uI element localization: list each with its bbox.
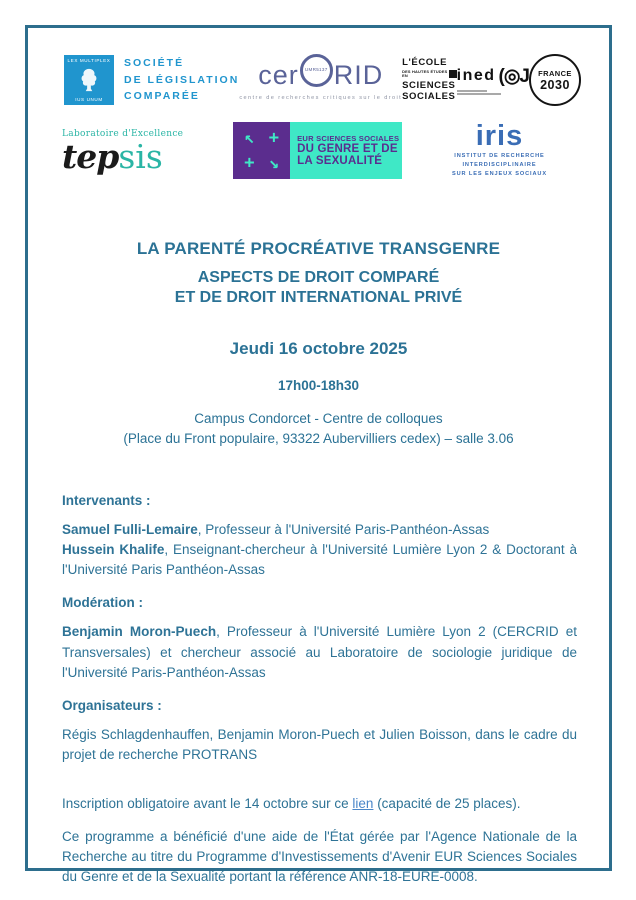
logo-row-top [28, 28, 609, 106]
iris-subtitle [452, 152, 547, 179]
ined-wordmark-row [457, 65, 529, 88]
tepsis-label: Laboratoire d'Excellence [62, 128, 184, 139]
registration-text-after: (capacité de 25 places). [373, 795, 521, 811]
speaker-name: Samuel Fulli-Lemaire [62, 521, 198, 537]
event-subtitle-line1: ASPECTS DE DROIT COMPARÉ [197, 269, 440, 286]
france-2030-logo [529, 54, 581, 106]
event-time: 17h00-18h30 [277, 378, 360, 393]
organizers-heading: Organisateurs : [62, 698, 162, 713]
eur-arrows-icon [233, 122, 290, 179]
cercrid-prefix: cer [258, 60, 299, 90]
eur-arrow-up-left: ↖ [244, 128, 255, 149]
eur-plus-bottom-left: + [244, 152, 255, 173]
moderator-item [62, 622, 577, 683]
speaker-name: Hussein Khalife [62, 541, 165, 557]
cercrid-logo [239, 59, 402, 101]
cercrid-subtitle: centre de recherches critiques sur le droit [239, 95, 403, 101]
tepsis-wordmark-teal: sis [118, 136, 163, 176]
logo-row-bottom [28, 106, 609, 179]
ehess-line3: SCIENCES [402, 79, 456, 91]
slc-badge-motto-bottom: IUS UNUM [75, 96, 103, 102]
slc-wordmark [124, 55, 239, 105]
iris-subtitle-line1: INSTITUT DE RECHERCHE [454, 152, 545, 159]
ehess-logo [402, 57, 457, 103]
tepsis-wordmark [62, 136, 183, 176]
ined-wordmark: ined [456, 67, 496, 85]
eur-arrow-down-right: ↘ [268, 152, 279, 173]
eur-line1: EUR SCIENCES SOCIALES [297, 134, 400, 143]
slc-name-line2: DE LÉGISLATION [124, 73, 240, 86]
speaker-role: , Enseignant-chercheur à l'Université Lumière Lyon 2 & Doctorant à l'Université Paris Panthéon-Assas [62, 541, 577, 577]
event-venue-line1: Campus Condorcet - Centre de colloques [194, 411, 443, 426]
cercrid-suffix: RID [333, 60, 384, 90]
iris-subtitle-line2: INTERDISCIPLINAIRE [462, 161, 537, 168]
event-subtitle [28, 268, 609, 308]
ehess-line1: L'ÉCOLE [402, 57, 448, 69]
organizers-text: Régis Schlagdenhauffen, Benjamin Moron-Puech et Julien Boisson, dans le cadre du projet de recherche PROTRANS [62, 727, 577, 763]
funding-note: Ce programme a bénéficié d'une aide de l'État gérée par l'Agence Nationale de la Recherche au titre du Programme d'Investissements d'Avenir EUR Sciences Sociales du Genre et de la Sexualité portant la référence ANR-18-EURE-0008. [62, 828, 577, 885]
iris-wordmark: iris [475, 119, 524, 152]
registration-note [62, 794, 577, 814]
eur-genre-sexualite-logo [233, 122, 402, 179]
cercrid-wordmark [258, 59, 383, 92]
cercrid-ring-umr: UMR5137 [300, 54, 333, 87]
ehess-line2-row [402, 70, 457, 79]
ehess-line2: DES HAUTES ÉTUDES EN [402, 68, 448, 79]
iris-logo [451, 119, 547, 179]
slc-badge-motto-top: LEX MULTIPLEX [67, 57, 111, 63]
moderator-name: Benjamin Moron-Puech [62, 624, 217, 640]
event-date: Jeudi 16 octobre 2025 [229, 339, 408, 358]
ined-smallprint-bar [457, 90, 487, 92]
societe-legislation-comparee-logo [64, 55, 239, 105]
moderation-heading: Modération : [62, 595, 143, 611]
ined-mark-icon: (◎J [498, 65, 529, 87]
slc-name-line3: COMPARÉE [124, 90, 200, 103]
registration-link[interactable]: lien [352, 795, 374, 811]
france-2030-line1: FRANCE [538, 68, 572, 78]
flyer-body [28, 493, 609, 888]
title-block [28, 239, 609, 450]
eur-line2: DU GENRE ET DE [297, 143, 398, 155]
speakers-heading: Intervenants : [62, 492, 151, 508]
moderator-role: , Professeur à l'Université Lumière Lyon 2 (CERCRID et Transversales) et chercheur associé au Laboratoire de sociologie juridique de l'Université Paris-Panthéon-Assas [62, 624, 577, 680]
speaker-role: , Professeur à l'Université Paris-Panthéon-Assas [197, 521, 490, 537]
slc-badge [64, 55, 114, 105]
event-venue-line2: (Place du Front populaire, 93322 Aubervilliers cedex) – salle 3.06 [123, 431, 514, 447]
tepsis-logo [62, 128, 184, 176]
speaker-item [62, 520, 577, 540]
event-venue [28, 409, 609, 450]
ined-smallprint-bar [457, 93, 501, 95]
flyer-border-frame [25, 25, 612, 885]
ined-logo [457, 65, 529, 96]
registration-text-before: Inscription obligatoire avant le 14 octobre sur ce [62, 795, 353, 811]
eur-wordmark [290, 122, 402, 179]
tree-icon [75, 66, 103, 94]
ehess-line4: SOCIALES [402, 91, 456, 103]
tepsis-wordmark-black: tep [62, 136, 119, 176]
event-title: LA PARENTÉ PROCRÉATIVE TRANSGENRE [136, 239, 501, 258]
eur-line3: LA SEXUALITÉ [297, 155, 383, 167]
eur-plus-top-right: + [268, 128, 279, 149]
ehess-square-icon [449, 70, 456, 78]
event-subtitle-line2: ET DE DROIT INTERNATIONAL PRIVÉ [174, 289, 463, 306]
france-2030-line2: 2030 [540, 77, 570, 92]
speaker-item [62, 540, 577, 581]
slc-name-line1: SOCIÉTÉ [124, 56, 185, 69]
iris-subtitle-line3: SUR LES ENJEUX SOCIAUX [451, 170, 547, 177]
